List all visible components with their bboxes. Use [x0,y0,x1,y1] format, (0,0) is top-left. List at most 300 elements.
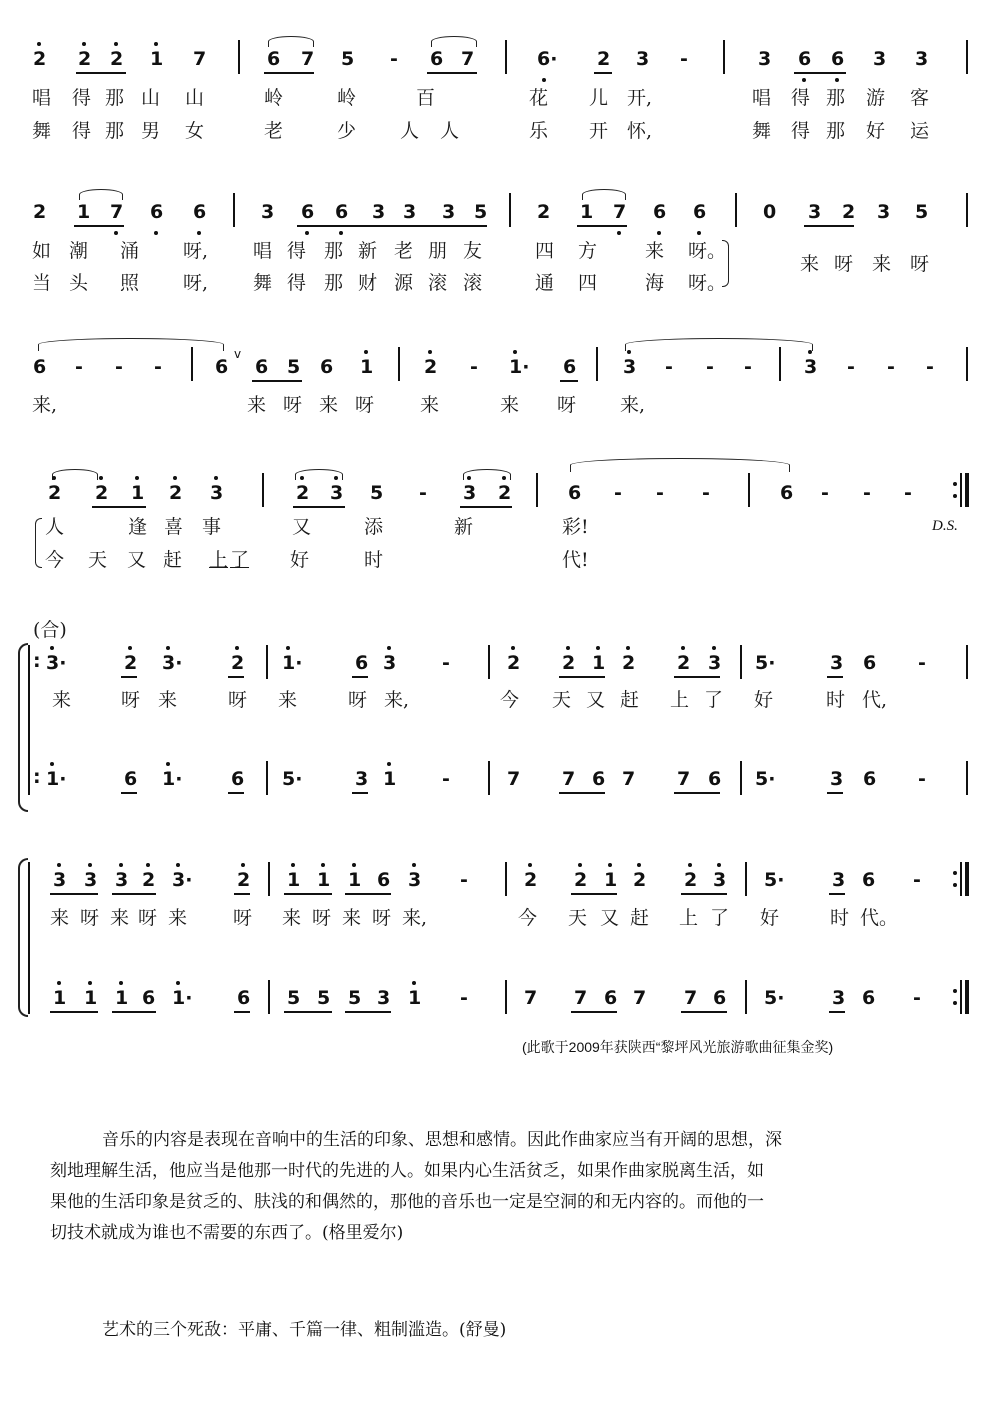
repeat-dot [953,871,957,875]
note: - [442,768,450,790]
note: - [614,482,622,504]
note: - [390,48,398,70]
note: 3 [261,201,275,223]
note: 1 [408,987,422,1009]
lyric: 呀 [283,394,303,416]
lyric: 呀 [233,907,253,929]
lyric: 朋 [428,240,448,262]
octave-dot [334,476,338,480]
octave-dot [712,646,716,650]
lyric: 客 [910,87,930,109]
octave-dot [57,863,61,867]
underline [234,1011,250,1013]
note: 5 [915,201,929,223]
lyric: 来, [402,907,428,929]
note: - [470,356,478,378]
note: 2 [537,201,551,223]
note: 1· [172,987,193,1009]
barline [596,347,598,381]
note: 3 [403,201,417,223]
repeat-dot [953,494,957,498]
barline [505,40,507,74]
lyric: 唱 [32,87,52,109]
note: 6 [193,201,207,223]
underline [252,380,302,382]
barline [966,40,968,74]
octave-dot [626,646,630,650]
note: 3 [115,869,129,891]
end-barline [965,473,969,507]
note: 2 [597,48,611,70]
lyric: 新 [454,516,474,538]
note: - [154,356,162,378]
note: 5 [341,48,355,70]
lyric: 得 [791,87,811,109]
note: 7 [193,48,207,70]
refrain-lyric: 呀 [834,253,854,275]
octave-dot [627,350,631,354]
lyric: 逢 [128,516,148,538]
lyric: 那 [105,87,125,109]
repeat-dot [953,1001,957,1005]
note: 5 [348,987,362,1009]
end-barline [965,980,969,1014]
note: 2 [842,201,856,223]
note: 5 [370,482,384,504]
underline [571,1011,617,1013]
note: 6· [537,48,558,70]
lyric: 那 [826,120,846,142]
lyric: 呀 [228,689,248,711]
underline [284,1011,332,1013]
note: 7 [622,768,636,790]
lyric: 今 [45,549,65,571]
note: 2 [237,869,251,891]
note: - [460,987,468,1009]
note: 3 [330,482,344,504]
note: 6 [124,768,138,790]
quote-line: 切技术就成为谁也不需要的东西了。(格里爱尔) [50,1223,404,1243]
lyric: 上 [670,689,690,711]
lyric: 代! [562,549,589,571]
lyric: 又 [292,516,312,538]
note: - [887,356,895,378]
lyric: 通 [535,272,555,294]
octave-dot [114,42,118,46]
lyric: 滚 [428,272,448,294]
lyric: 当 [32,272,52,294]
octave-dot [835,78,839,82]
note: - [863,482,871,504]
lyric: 舞 [752,120,772,142]
lyric: 天 [568,907,588,929]
note: 3 [372,201,386,223]
underline [352,792,368,794]
note: 3 [832,987,846,1009]
note: 6 [237,987,251,1009]
note: 2 [507,652,521,674]
note: 1 [360,356,374,378]
note: 3 [408,869,422,891]
lyric: 友 [463,240,483,262]
note: 7 [461,48,475,70]
note: - [918,652,926,674]
lyric: 得 [287,240,307,262]
octave-dot [412,863,416,867]
barline [268,980,270,1014]
lyric: 赶 [163,549,183,571]
note: 2 [169,482,183,504]
lyric: 来 [420,394,440,416]
octave-dot [82,42,86,46]
barline [740,645,742,679]
note: 6 [863,652,877,674]
underline [560,380,578,382]
octave-dot [235,646,239,650]
lyric: 又 [600,907,620,929]
octave-dot [154,231,158,235]
quote-line: 刻地理解生活，他应当是他那一时代的先进的人。如果内心生活贫乏，如果作曲家脱离生活，如 [50,1161,764,1181]
lyric: 来 [110,907,130,929]
octave-dot [146,863,150,867]
lyric: 涌 [120,240,140,262]
note: 2 [574,869,588,891]
verse-brace [35,518,42,568]
note: 1 [131,482,145,504]
octave-dot [339,231,343,235]
barline [488,761,490,795]
note: 3 [623,356,637,378]
note: 5 [287,356,301,378]
note: 3 [830,768,844,790]
barline [960,473,962,507]
note: 2 [231,652,245,674]
system-brace [18,858,28,1017]
underline [297,225,487,227]
note: 5· [755,652,776,674]
lyric: 唱 [253,240,273,262]
note: 1 [592,652,606,674]
lyric: 潮 [69,240,89,262]
note: 2 [633,869,647,891]
lyric: 源 [394,272,414,294]
repeat-dot [953,482,957,486]
note: 5· [282,768,303,790]
note: - [847,356,855,378]
note: - [665,356,673,378]
lyric: 得 [791,120,811,142]
note: 1 [348,869,362,891]
octave-dot [412,981,416,985]
note: 3 [808,201,822,223]
lyric: 呀 [557,394,577,416]
lyric: 呀 [372,907,392,929]
note: - [442,652,450,674]
note: 6 [215,356,229,378]
end-barline [965,862,969,896]
barline [960,862,962,896]
breath-mark: v [234,347,242,361]
lyric: 新 [358,240,378,262]
underline [92,506,146,508]
lyric: 赶 [620,689,640,711]
octave-dot [511,646,515,650]
note: 3 [830,652,844,674]
lyric: 彩! [562,516,589,538]
octave-dot [173,476,177,480]
lyric: 天 [552,689,572,711]
lyric: 来 [645,240,665,262]
lyric: 四 [578,272,598,294]
lyric: 上 [209,549,229,571]
note: 6 [592,768,606,790]
octave-dot [57,981,61,985]
note: 6 [708,768,722,790]
barline [488,645,490,679]
octave-dot [502,476,506,480]
underline [121,792,137,794]
lyric: 财 [358,272,378,294]
slur [79,189,123,200]
barline [191,347,193,381]
note: 2 [142,869,156,891]
lyric: 来 [278,689,298,711]
lyric: 老 [264,120,284,142]
barline [966,193,968,227]
octave-dot [717,863,721,867]
barline [266,761,268,795]
underline [674,676,720,678]
note: 3 [442,201,456,223]
octave-dot [166,762,170,766]
octave-dot [467,476,471,480]
lyric: 百 [416,87,436,109]
lyric: 岭 [337,87,357,109]
lyric: 人 [440,120,460,142]
lyric: 了 [710,907,730,929]
system-brace [18,643,28,812]
barline [960,980,962,1014]
refrain-lyric: 来 [872,253,892,275]
note: 7 [507,768,521,790]
lyric: 四 [535,240,555,262]
octave-dot [88,981,92,985]
note: 1 [580,201,594,223]
underline [559,792,605,794]
barline [398,347,400,381]
lyric: 来 [500,394,520,416]
note: 1 [383,768,397,790]
octave-dot [387,646,391,650]
octave-dot [128,646,132,650]
lyric: 好 [290,549,310,571]
underline [804,225,854,227]
lyric: 海 [645,272,665,294]
quote-paragraph: 艺术的三个死敌：平庸、千篇一律、粗制滥造。(舒曼) [102,1320,507,1340]
repeat-start: : [33,766,41,788]
octave-dot [321,863,325,867]
chorus-label: (合) [33,619,67,641]
note: - [926,356,934,378]
tie [625,338,813,351]
note: 1· [162,768,183,790]
lyric: 喜 [164,516,184,538]
repeat-start: : [33,650,41,672]
note: - [904,482,912,504]
note: 6 [255,356,269,378]
note: 3 [708,652,722,674]
note: 6 [267,48,281,70]
octave-dot [291,863,295,867]
lyric: 来 [50,907,70,929]
lyric: 人 [45,516,65,538]
lyric: 那 [105,120,125,142]
lyric: 方 [578,240,598,262]
octave-dot [52,476,56,480]
underline [264,72,314,74]
note: 5 [287,987,301,1009]
underline [594,72,612,74]
octave-dot [688,863,692,867]
underline [50,1011,98,1013]
lyric: 游 [866,87,886,109]
note: 7 [524,987,538,1009]
lyric: 今 [500,689,520,711]
note: 6 [568,482,582,504]
note: - [115,356,123,378]
octave-dot [135,476,139,480]
lyric: 那 [324,240,344,262]
underline [674,792,720,794]
note: 2 [677,652,691,674]
underline [427,72,477,74]
note: 6 [862,987,876,1009]
lyric: 那 [826,87,846,109]
repeat-dot [953,989,957,993]
quote-paragraph [50,1125,950,1249]
barline [505,862,507,896]
lyric: 来 [319,394,339,416]
octave-dot [286,646,290,650]
barline [779,347,781,381]
barline [735,193,737,227]
underline [829,1011,845,1013]
note: 5 [474,201,488,223]
note: 1 [287,869,301,891]
octave-dot [387,762,391,766]
octave-dot [88,863,92,867]
octave-dot [176,863,180,867]
note: 6 [831,48,845,70]
octave-dot [154,42,158,46]
note: 3 [713,869,727,891]
note: 3 [873,48,887,70]
note: - [706,356,714,378]
note: - [821,482,829,504]
system-line [28,862,30,1014]
lyric: 事 [202,516,222,538]
octave-dot [119,981,123,985]
lyric: 来 [168,907,188,929]
note: 6 [563,356,577,378]
note: 3 [877,201,891,223]
note: 1 [77,201,91,223]
note: 7 [677,768,691,790]
note: - [460,869,468,891]
note: 3· [46,652,67,674]
underline [827,792,843,794]
octave-dot [214,476,218,480]
lyric: 开 [589,120,609,142]
underline [681,1011,727,1013]
note: 6 [604,987,618,1009]
note: 6 [780,482,794,504]
note: 1· [282,652,303,674]
underline [345,1011,391,1013]
lyric: 了 [230,549,250,571]
note: 6 [150,201,164,223]
slur [431,36,477,47]
octave-dot [596,646,600,650]
lyric: 好 [760,907,780,929]
lyric: 来, [620,394,646,416]
verse-brace [722,240,729,287]
octave-dot [166,646,170,650]
octave-dot [657,231,661,235]
barline [262,473,264,507]
lyric: 舞 [32,120,52,142]
octave-dot [114,231,118,235]
octave-dot [176,981,180,985]
barline [740,761,742,795]
quote-line: 果他的生活印象是贫乏的、肤浅的和偶然的，那他的音乐也一定是空洞的和无内容的。而他的一 [50,1192,764,1212]
octave-dot [37,42,41,46]
lyric: 了 [704,689,724,711]
note: 5· [764,987,785,1009]
lyric: 男 [141,120,161,142]
note: 3 [377,987,391,1009]
note: 7 [684,987,698,1009]
barline [505,980,507,1014]
note: 1 [317,869,331,891]
underline [74,225,124,227]
octave-dot [99,476,103,480]
lyric: 又 [127,549,147,571]
note: 2 [684,869,698,891]
note: 2 [33,201,47,223]
lyric: 又 [586,689,606,711]
lyric: 呀 [355,394,375,416]
underline [460,506,512,508]
note: 6 [320,356,334,378]
barline [966,645,968,679]
underline [559,676,605,678]
da-segno-mark: D.S. [932,518,958,534]
lyric: 呀, [183,272,209,294]
octave-dot [528,863,532,867]
barline [745,862,747,896]
lyric: 得 [287,272,307,294]
tie [570,458,790,472]
note: 1 [604,869,618,891]
note: - [918,768,926,790]
note: - [913,869,921,891]
octave-dot [300,476,304,480]
lyric: 时 [826,689,846,711]
tie [38,338,224,351]
lyric: 少 [337,120,357,142]
note: 7 [301,48,315,70]
